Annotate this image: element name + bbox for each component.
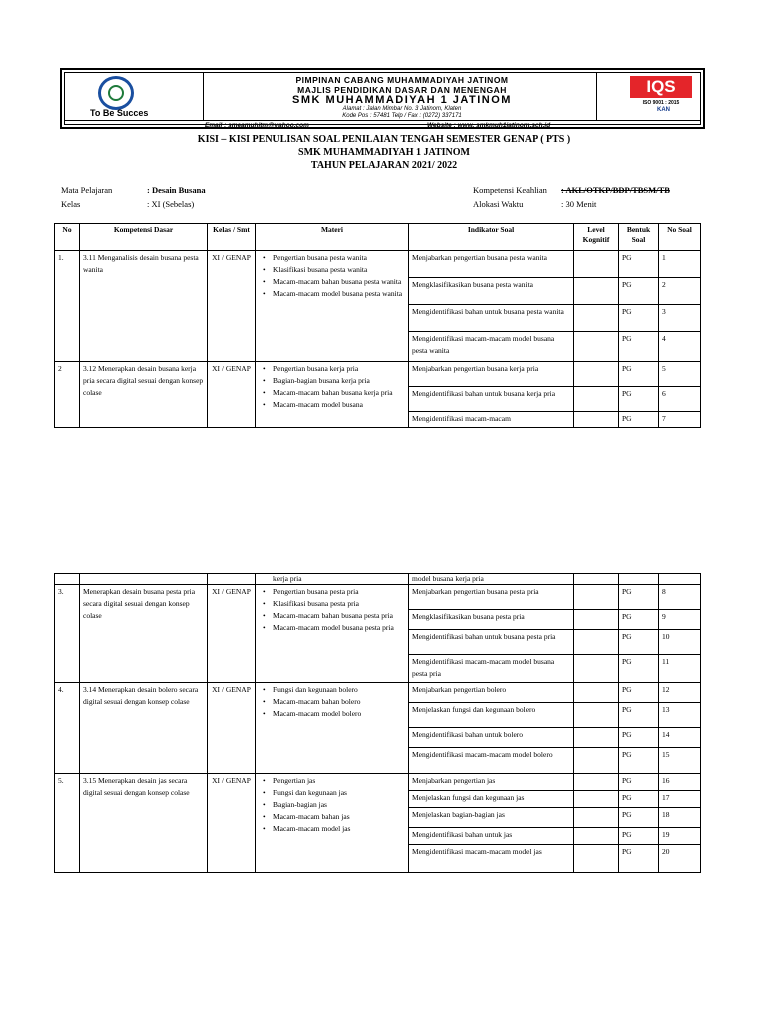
level-kognitif [574, 630, 618, 655]
letterhead [60, 68, 705, 129]
row-kelas: XI / GENAP [208, 683, 256, 774]
indikator-soal: Menjelaskan fungsi dan kegunaan jas [409, 791, 573, 808]
bentuk-soal: PG [619, 808, 658, 828]
materi-list [259, 363, 405, 411]
table-row [55, 362, 701, 428]
indikator-soal: Mengidentifikasi macam-macam model bolero [412, 750, 553, 759]
materi-item: • Macam-macam bahan busana kerja pria [273, 387, 405, 399]
bentuk-soal: PG [619, 630, 658, 655]
header-materi: Materi [256, 224, 409, 251]
level-kognitif [574, 387, 618, 412]
address: Alamat : Jalan Mimbar No. 3 Jatinom, Klaten [342, 106, 462, 112]
row-kompetensi-dasar: Menerapkan desain busana pesta pria secara digital sesuai dengan konsep colase [80, 585, 208, 683]
materi-item: • Pengertian busana pesta pria [273, 586, 405, 598]
nomor-soal: 16 [659, 774, 700, 791]
materi-item: • Macam-macam model busana [273, 399, 405, 411]
nomor-soal: 7 [662, 414, 666, 423]
row-level-cell [574, 585, 619, 683]
school-logo-icon [98, 76, 134, 110]
bentuk-soal: PG [622, 847, 632, 856]
nomor-soal: 6 [659, 387, 700, 412]
iso-label: ISO 9001 : 2015 [642, 100, 680, 106]
row-indikator-cell [409, 362, 574, 428]
level-kognitif [574, 791, 618, 808]
indikator-soal: Mengidentifikasi macam-macam model jas [412, 847, 542, 856]
alokasi-label: Alokasi Waktu [473, 199, 524, 209]
materi-item: • Klasifikasi busana pesta pria [273, 598, 405, 610]
row-kelas: XI / GENAP [208, 362, 256, 428]
materi-list [259, 775, 405, 835]
header-no: No [55, 224, 80, 251]
row-kelas: XI / GENAP [208, 774, 256, 873]
materi-list [259, 252, 405, 300]
materi-list [259, 684, 405, 720]
indikator-soal: Mengidentifikasi bahan untuk bolero [409, 728, 573, 748]
level-kognitif [574, 845, 618, 872]
materi-item: • Fungsi dan kegunaan jas [273, 787, 405, 799]
row-kompetensi-dasar: 3.14 Menerapkan desain bolero secara digital sesuai dengan konsep colase [80, 683, 208, 774]
level-kognitif [574, 774, 618, 791]
row-no: 3. [55, 585, 80, 683]
materi-item: • Bagian-bagian jas [273, 799, 405, 811]
indikator-soal: Mengidentifikasi bahan untuk jas [409, 828, 573, 845]
continuation-materi: kerja pria [256, 574, 409, 585]
school-name: SMK MUHAMMADIYAH 1 JATINOM [292, 94, 512, 106]
bentuk-soal: PG [622, 657, 632, 666]
nomor-soal: 10 [659, 630, 700, 655]
bentuk-soal: PG [619, 683, 658, 703]
level-kognitif [574, 683, 618, 703]
bentuk-soal: PG [619, 362, 658, 387]
row-no: 5. [55, 774, 80, 873]
kan-logo: KAN [657, 107, 670, 113]
indikator-soal: Menjabarkan pengertian busana pesta pria [409, 585, 573, 610]
row-level-cell [574, 683, 619, 774]
materi-item: • Pengertian busana pesta wanita [273, 252, 405, 264]
bentuk-soal: PG [619, 278, 658, 305]
table-row [55, 251, 701, 362]
school-logo-box [65, 73, 204, 120]
row-bentuk-cell [619, 362, 659, 428]
indikator-soal: Mengidentifikasi macam-macam model busana pesta pria [412, 657, 555, 678]
kompetensi-label: Kompetensi Keahlian [473, 185, 547, 195]
header-kd: Kompetensi Dasar [80, 224, 208, 251]
nomor-soal: 11 [662, 657, 670, 666]
bentuk-soal: PG [619, 728, 658, 748]
materi-item: • Macam-macam model busana pesta wanita [273, 288, 405, 300]
organization-block [204, 73, 600, 120]
level-kognitif [574, 703, 618, 728]
indikator-soal: Menjabarkan pengertian bolero [409, 683, 573, 703]
bentuk-soal: PG [619, 828, 658, 845]
materi-item: • Macam-macam model busana pesta pria [273, 622, 405, 634]
row-nosoal-cell [659, 683, 701, 774]
materi-item: • Bagian-bagian busana kerja pria [273, 375, 405, 387]
bentuk-soal: PG [619, 585, 658, 610]
level-kognitif [574, 332, 618, 361]
kelas-label: Kelas [61, 199, 81, 209]
row-kelas: XI / GENAP [208, 251, 256, 362]
header-indikator: Indikator Soal [409, 224, 574, 251]
table-header-row [55, 224, 701, 251]
iqs-logo: IQS [630, 76, 692, 98]
nomor-soal: 5 [659, 362, 700, 387]
kisi-table-page-1 [54, 223, 701, 428]
table-row [55, 774, 701, 873]
indikator-soal: Mengidentifikasi bahan untuk busana pesta pria [409, 630, 573, 655]
materi-item: • Macam-macam model bolero [273, 708, 405, 720]
indikator-soal: Mengidentifikasi macam-macam [412, 414, 511, 423]
row-kelas: XI / GENAP [208, 585, 256, 683]
kompetensi-value: : AKL/OTKP/BDP/TBSM/TB [561, 185, 670, 195]
indikator-soal: Mengidentifikasi macam-macam model busana pesta wanita [412, 334, 555, 355]
indikator-soal: Mengidentifikasi bahan untuk busana pesta wanita [409, 305, 573, 332]
bentuk-soal: PG [622, 334, 632, 343]
row-bentuk-cell [619, 683, 659, 774]
org-line-2: MAJLIS PENDIDIKAN DASAR DAN MENENGAH [297, 85, 507, 95]
nomor-soal: 20 [662, 847, 670, 856]
row-nosoal-cell [659, 585, 701, 683]
materi-item: • Macam-macam bahan busana pesta wanita [273, 276, 405, 288]
nomor-soal: 13 [659, 703, 700, 728]
kelas-value: : XI (Sebelas) [147, 199, 195, 209]
mapel-value: : Desain Busana [147, 185, 206, 195]
alokasi-value: : 30 Menit [561, 199, 597, 209]
bentuk-soal: PG [619, 703, 658, 728]
contact-row [65, 120, 700, 129]
header-nosoal: No Soal [659, 224, 701, 251]
row-nosoal-cell [659, 251, 701, 362]
bentuk-soal: PG [619, 610, 658, 630]
row-no: 1. [55, 251, 80, 362]
level-kognitif [574, 610, 618, 630]
nomor-soal: 4 [662, 334, 666, 343]
header-bentuk: Bentuk Soal [619, 224, 659, 251]
nomor-soal: 3 [659, 305, 700, 332]
row-kompetensi-dasar: 3.15 Menerapkan desain jas secara digital sesuai dengan konsep colase [80, 774, 208, 873]
level-kognitif [574, 585, 618, 610]
bentuk-soal: PG [619, 251, 658, 278]
doc-title-line-3: TAHUN PELAJARAN 2021/ 2022 [310, 160, 458, 171]
website: Website : www. smkmuh1jatinom.sch.id [427, 122, 551, 129]
email: Email : smeamuhjtm@yahoo.com [205, 122, 309, 129]
row-nosoal-cell [659, 362, 701, 428]
indikator-soal: Menjabarkan pengertian busana kerja pria [409, 362, 573, 387]
mapel-label: Mata Pelajaran [61, 185, 113, 195]
bentuk-soal: PG [619, 305, 658, 332]
row-nosoal-cell [659, 774, 701, 873]
row-bentuk-cell [619, 251, 659, 362]
row-level-cell [574, 362, 619, 428]
kisi-table-page-2 [54, 573, 701, 873]
nomor-soal: 15 [662, 750, 670, 759]
materi-item: • Macam-macam model jas [273, 823, 405, 835]
row-materi [256, 362, 409, 428]
materi-item: • Pengertian busana kerja pria [273, 363, 405, 375]
nomor-soal: 19 [659, 828, 700, 845]
org-line-1: PIMPINAN CABANG MUHAMMADIYAH JATINOM [295, 75, 509, 85]
level-kognitif [574, 748, 618, 773]
row-indikator-cell [409, 585, 574, 683]
materi-item: • Pengertian jas [273, 775, 405, 787]
nomor-soal: 1 [659, 251, 700, 278]
table-row [55, 683, 701, 774]
materi-item: • Macam-macam bahan bolero [273, 696, 405, 708]
indikator-soal: Mengklasifikasikan busana pesta wanita [409, 278, 573, 305]
bentuk-soal: PG [622, 414, 632, 423]
motto: To Be Succes [90, 108, 149, 118]
level-kognitif [574, 828, 618, 845]
continuation-row [55, 574, 701, 585]
nomor-soal: 8 [659, 585, 700, 610]
row-indikator-cell [409, 683, 574, 774]
nomor-soal: 14 [659, 728, 700, 748]
row-level-cell [574, 774, 619, 873]
nomor-soal: 9 [659, 610, 700, 630]
postal-phone: Kode Pos : 57481 Telp / Fax : (0272) 337171 [342, 113, 462, 119]
row-no: 4. [55, 683, 80, 774]
materi-item: • Klasifikasi busana pesta wanita [273, 264, 405, 276]
row-indikator-cell [409, 251, 574, 362]
materi-item: • Macam-macam bahan busana pesta pria [273, 610, 405, 622]
nomor-soal: 17 [659, 791, 700, 808]
table-row [55, 585, 701, 683]
header-kelas: Kelas / Smt [208, 224, 256, 251]
indikator-soal: Menjelaskan fungsi dan kegunaan bolero [409, 703, 573, 728]
level-kognitif [574, 251, 618, 278]
row-materi [256, 585, 409, 683]
row-bentuk-cell [619, 585, 659, 683]
row-indikator-cell [409, 774, 574, 873]
level-kognitif [574, 808, 618, 828]
nomor-soal: 18 [659, 808, 700, 828]
materi-item: • Fungsi dan kegunaan bolero [273, 684, 405, 696]
table-body-page-1 [55, 251, 701, 428]
row-no: 2 [55, 362, 80, 428]
bentuk-soal: PG [619, 774, 658, 791]
nomor-soal: 2 [659, 278, 700, 305]
row-materi [256, 251, 409, 362]
level-kognitif [574, 412, 618, 427]
row-bentuk-cell [619, 774, 659, 873]
row-kompetensi-dasar: 3.11 Menganalisis desain busana pesta wanita [80, 251, 208, 362]
row-level-cell [574, 251, 619, 362]
level-kognitif [574, 278, 618, 305]
indikator-soal: Mengklasifikasikan busana pesta pria [409, 610, 573, 630]
materi-list [259, 586, 405, 634]
row-kompetensi-dasar: 3.12 Menerapkan desain busana kerja pria secara digital sesuai dengan konsep colase [80, 362, 208, 428]
level-kognitif [574, 362, 618, 387]
doc-title-line-2: SMK MUHAMMADIYAH 1 JATINOM [298, 147, 470, 158]
table-body-page-2 [55, 574, 701, 873]
indikator-soal: Menjelaskan bagian-bagian jas [409, 808, 573, 828]
level-kognitif [574, 655, 618, 682]
bentuk-soal: PG [622, 750, 632, 759]
indikator-soal: Mengidentifikasi bahan untuk busana kerja pria [409, 387, 573, 412]
bentuk-soal: PG [619, 791, 658, 808]
certification-box [596, 73, 700, 120]
row-materi [256, 774, 409, 873]
materi-item: • Macam-macam bahan jas [273, 811, 405, 823]
row-materi [256, 683, 409, 774]
indikator-soal: Menjabarkan pengertian jas [409, 774, 573, 791]
continuation-indikator: model busana kerja pria [409, 574, 574, 585]
nomor-soal: 12 [659, 683, 700, 703]
indikator-soal: Menjabarkan pengertian busana pesta wanita [409, 251, 573, 278]
header-level: Level Kognitif [574, 224, 619, 251]
bentuk-soal: PG [619, 387, 658, 412]
doc-title-line-1: KISI – KISI PENULISAN SOAL PENILAIAN TENGAH SEMESTER GENAP ( PTS ) [197, 134, 571, 145]
level-kognitif [574, 305, 618, 332]
level-kognitif [574, 728, 618, 748]
